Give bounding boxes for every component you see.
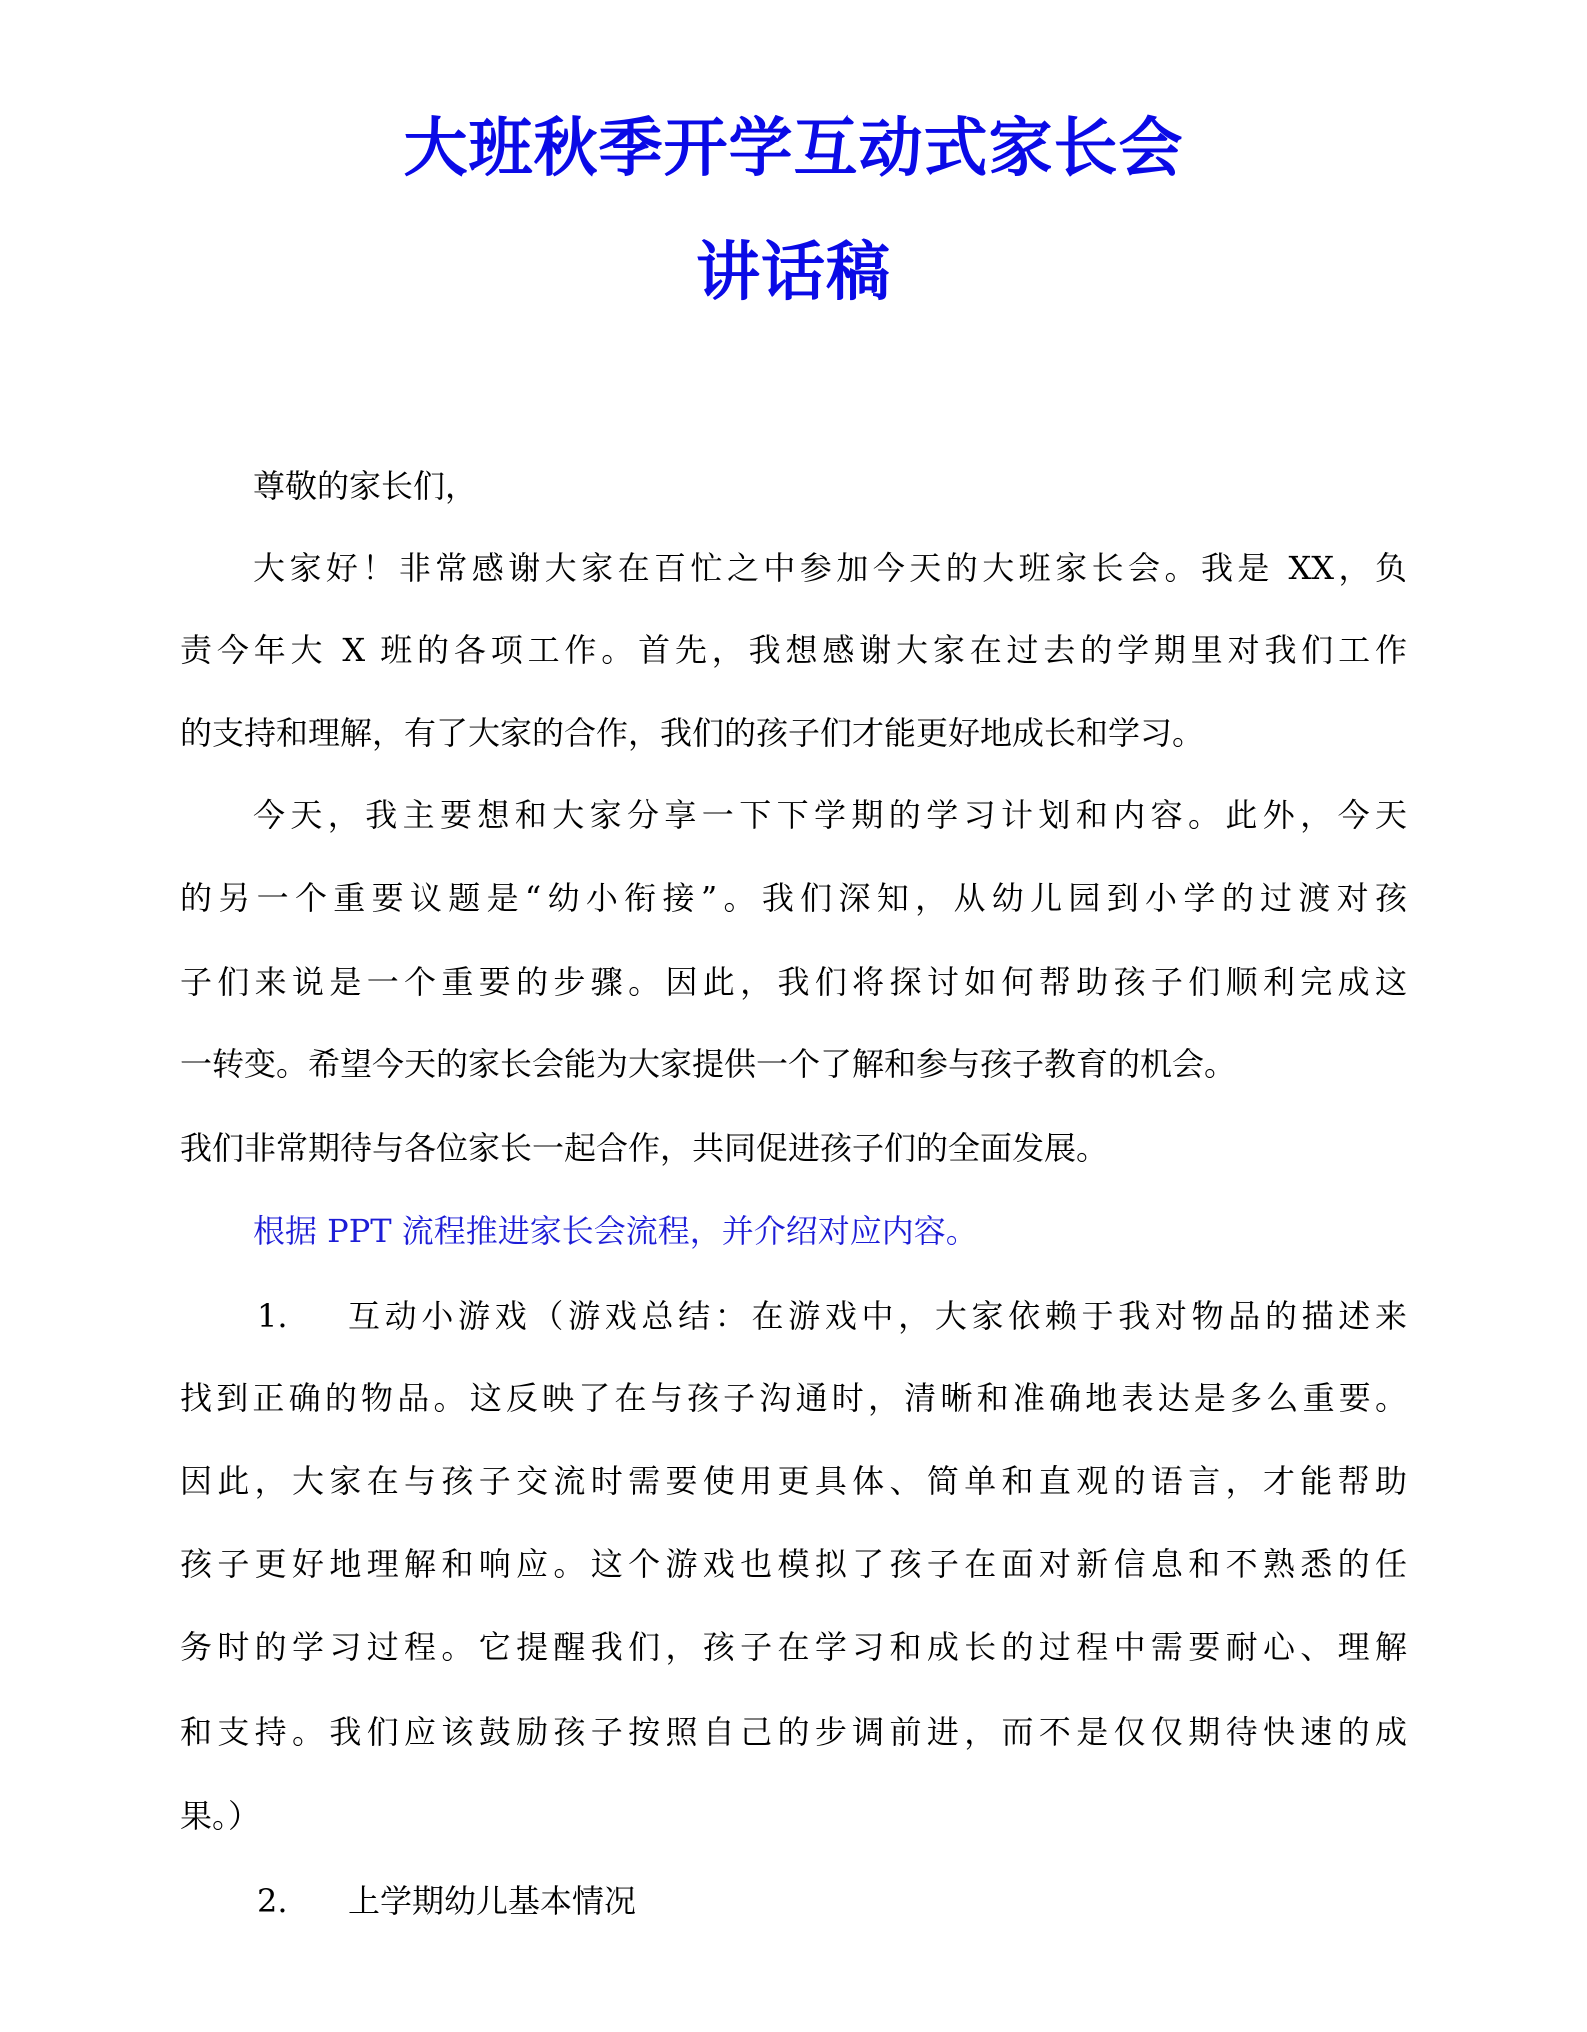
list-number: 2. (257, 1882, 288, 1920)
paragraph-line: 今天，我主要想和大家分享一下下学期的学习计划和内容。此外，今天 (253, 796, 1407, 834)
list-item-text: 因此，大家在与孩子交流时需要使用更具体、简单和直观的语言，才能帮助 (180, 1462, 1407, 1500)
list-item-heading: 上学期幼儿基本情况 (348, 1882, 637, 1920)
list-item-text: 和支持。我们应该鼓励孩子按照自己的步调前进，而不是仅仅期待快速的成 (180, 1713, 1407, 1751)
paragraph-line: 我们非常期待与各位家长一起合作，共同促进孩子们的全面发展。 (180, 1129, 1109, 1167)
paragraph-line: 的另一个重要议题是“幼小衔接”。我们深知，从幼儿园到小学的过渡对孩 (180, 879, 1407, 917)
list-item-text: 互动小游戏（游戏总结：在游戏中，大家依赖于我对物品的描述来 (348, 1297, 1407, 1335)
paragraph-line: 的支持和理解，有了大家的合作，我们的孩子们才能更好地成长和学习。 (180, 714, 1205, 752)
paragraph-line: 大家好！非常感谢大家在百忙之中参加今天的大班家长会。我是 XX，负 (253, 549, 1407, 587)
paragraph-line: 子们来说是一个重要的步骤。因此，我们将探讨如何帮助孩子们顺利完成这 (180, 963, 1407, 1001)
list-item-text: 孩子更好地理解和响应。这个游戏也模拟了孩子在面对新信息和不熟悉的任 (180, 1545, 1407, 1583)
salutation: 尊敬的家长们， (253, 467, 478, 505)
document-subtitle: 讲话稿 (696, 235, 891, 310)
list-item-text: 果。） (180, 1797, 261, 1835)
ppt-instruction: 根据 PPT 流程推进家长会流程，并介绍对应内容。 (253, 1212, 978, 1250)
list-item-text: 务时的学习过程。它提醒我们，孩子在学习和成长的过程中需要耐心、理解 (180, 1628, 1407, 1666)
paragraph-line: 一转变。希望今天的家长会能为大家提供一个了解和参与孩子教育的机会。 (180, 1045, 1237, 1083)
list-item-text: 找到正确的物品。这反映了在与孩子沟通时，清晰和准确地表达是多么重要。 (180, 1379, 1407, 1417)
paragraph-line: 责今年大 X 班的各项工作。首先，我想感谢大家在过去的学期里对我们工作 (180, 631, 1407, 669)
document-title: 大班秋季开学互动式家长会 (403, 111, 1184, 186)
list-number: 1. (257, 1297, 288, 1335)
